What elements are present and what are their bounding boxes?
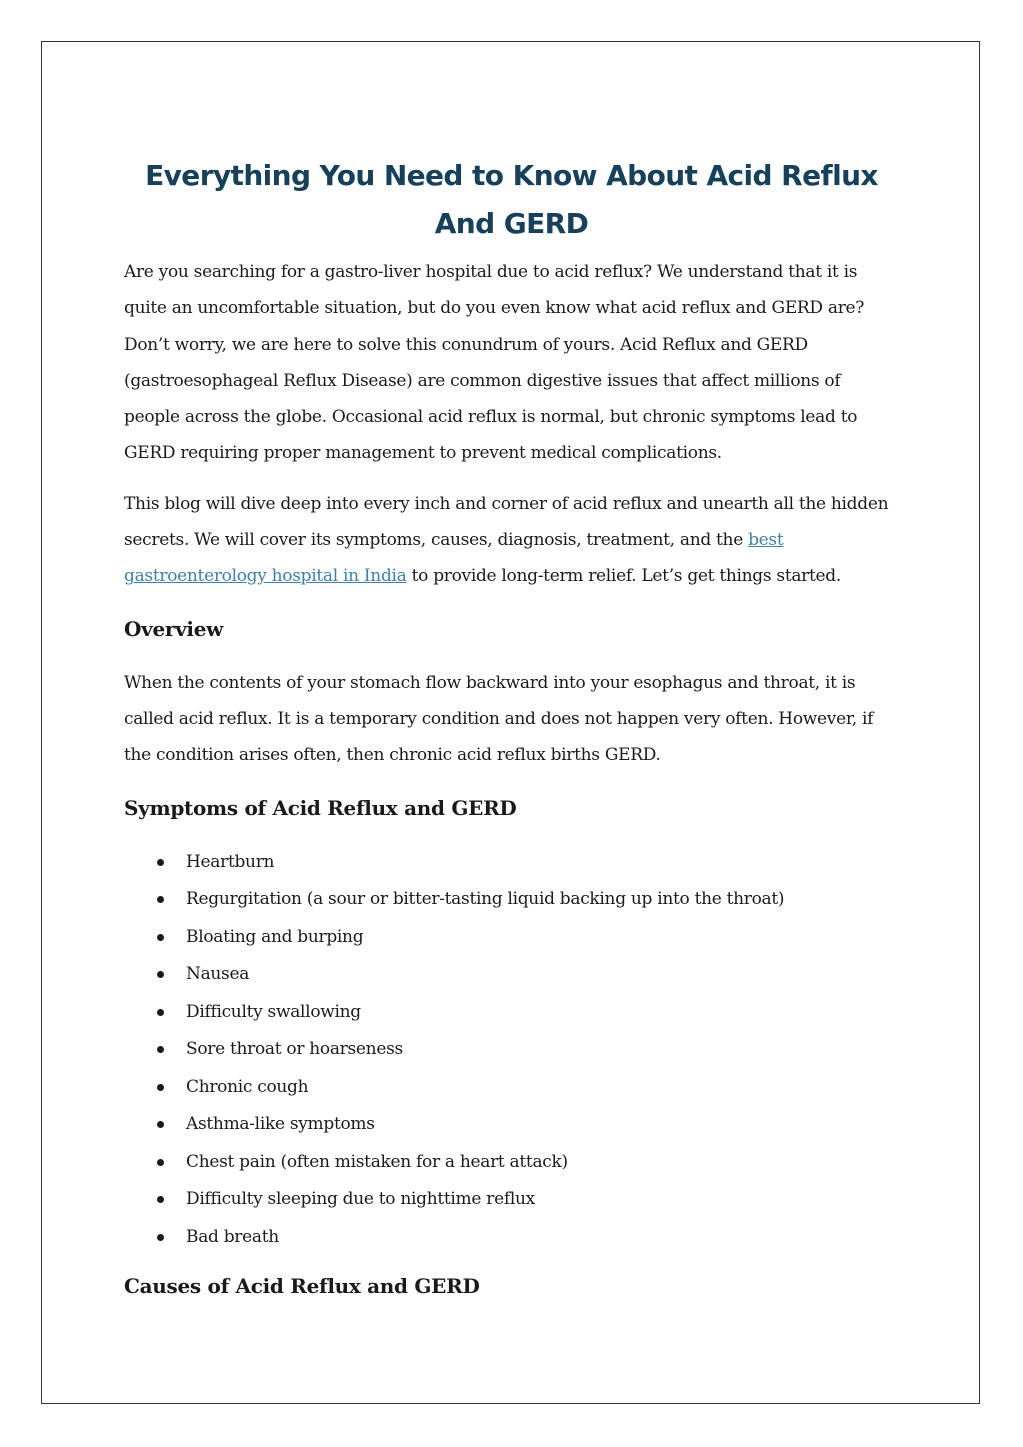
bullet-icon <box>157 1121 164 1128</box>
list-item <box>124 881 899 919</box>
symptoms-list <box>124 844 899 1257</box>
list-item <box>124 919 899 957</box>
overview-heading: Overview <box>124 616 224 641</box>
bullet-icon <box>157 859 164 866</box>
overview-paragraph: When the contents of your stomach flow backward into your esophagus and throat, it is called acid reflux. It is a temporary condition and does not happen very often. However, if the condition arises often, then chronic acid reflux births GERD. <box>124 672 874 766</box>
bullet-icon <box>157 1159 164 1166</box>
gastroenterology-hospital-link[interactable]: best gastroenterology hospital in India <box>124 530 784 587</box>
list-item-text: Chronic cough <box>186 1076 309 1097</box>
page-title: Everything You Need to Know About Acid Reflux And GERD <box>145 159 878 240</box>
list-item <box>124 1181 899 1219</box>
list-item <box>124 1031 899 1069</box>
list-item <box>124 956 899 994</box>
list-item <box>124 1106 899 1144</box>
bullet-icon <box>157 1196 164 1203</box>
list-item-text: Regurgitation (a sour or bitter-tasting liquid backing up into the throat) <box>186 889 785 910</box>
intro-paragraph: Are you searching for a gastro-liver hospital due to acid reflux? We understand that it is quite an uncomfortable situation, but do you even know what acid reflux and GERD are? Don’t worry, we are here to solve this conundrum of yours. Acid Reflux and GERD (gastroesophageal Reflux Disease) are common digestive issues that affect millions of people across the globe. Occasional acid reflux is normal, but chronic symptoms lead to GERD requiring proper management to prevent medical complications. <box>124 262 865 464</box>
document-body <box>124 152 899 1304</box>
bullet-icon <box>157 1046 164 1053</box>
causes-heading: Causes of Acid Reflux and GERD <box>124 1274 480 1299</box>
list-item-text: Bloating and burping <box>186 926 364 947</box>
bullet-icon <box>157 896 164 903</box>
list-item <box>124 1069 899 1107</box>
list-item-text: Heartburn <box>186 851 275 872</box>
list-item-text: Chest pain (often mistaken for a heart attack) <box>186 1151 568 1172</box>
list-item <box>124 1219 899 1257</box>
list-item-text: Asthma-like symptoms <box>186 1114 375 1135</box>
list-item-text: Difficulty sleeping due to nighttime reflux <box>186 1189 535 1210</box>
blog-text-start: This blog will dive deep into every inch and corner of acid reflux and unearth all the hidden secrets. We will cover its symptoms, causes, diagnosis, treatment, and the <box>124 493 889 551</box>
list-item <box>124 844 899 882</box>
bullet-icon <box>157 1234 164 1241</box>
list-item-text: Difficulty swallowing <box>186 1001 361 1022</box>
bullet-icon <box>157 1084 164 1091</box>
symptoms-heading: Symptoms of Acid Reflux and GERD <box>124 795 517 820</box>
bullet-icon <box>157 1009 164 1016</box>
list-item-text: Nausea <box>186 964 250 985</box>
list-item-text: Sore throat or hoarseness <box>186 1039 403 1060</box>
blog-paragraph <box>124 486 899 595</box>
bullet-icon <box>157 934 164 941</box>
list-item <box>124 994 899 1032</box>
list-item <box>124 1144 899 1182</box>
blog-text-end: to provide long-term relief. Let’s get things started. <box>406 566 841 587</box>
list-item-text: Bad breath <box>186 1226 279 1247</box>
bullet-icon <box>157 971 164 978</box>
